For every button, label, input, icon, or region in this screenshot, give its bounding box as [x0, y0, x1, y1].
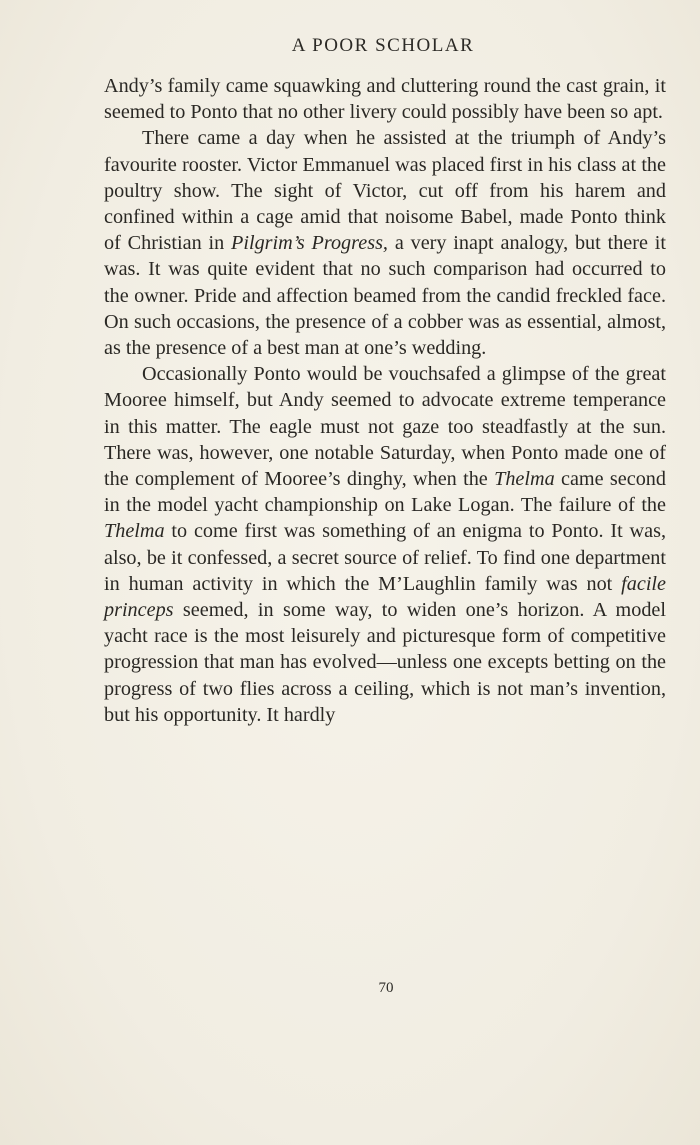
italic-thelma-2: Thelma [104, 520, 165, 543]
paragraph-2-text-1: There came a day when he assisted at the triumph of Andy’s favourite rooster. Victor Emmanuel was placed first in his class at the poultry show. The sight of Victor, cut off from his harem and confined within a cage amid that noisome Babel, made Ponto think of Christian in [104, 127, 666, 255]
body-text [104, 73, 666, 728]
running-head: A POOR SCHOLAR [291, 35, 475, 56]
paragraph-3-text-1: Occasionally Ponto would be vouchsafed a glimpse of the great Mooree himself, but Andy seemed to advocate extreme temperance in this matter. The eagle must not gaze too steadfastly at the sun. There was, however, one notable Saturday, when Ponto made one of the complement of Mooree’s dinghy, when the [104, 363, 666, 491]
paragraph-1-text: Andy’s family came squawking and cluttering round the cast grain, it seemed to Ponto that no other livery could possibly have been so apt. [104, 75, 666, 124]
paragraph-3-text-2: came second in the model yacht championship on Lake Logan. The failure of the [104, 468, 666, 517]
paragraph-3-text-3: to come first was something of an enigma to Ponto. It was, also, be it confessed, a secret source of relief. To find one department in human activity in which the M’Laughlin family was not [104, 520, 666, 595]
italic-thelma-1: Thelma [494, 468, 555, 491]
paragraph-rooster [104, 125, 666, 361]
paragraph-2-text-2: a very inapt analogy, but there it was. It was quite evident that no such comparison had occurred to the owner. Pride and affection beamed from the candid freckled face. On such occasions, the presence of a cobber was as essential, almost, as the presence of a best man at one’s wedding. [104, 232, 666, 360]
italic-facile-princeps: facile princeps [104, 572, 666, 622]
page-number: 70 [378, 980, 394, 996]
italic-pilgrims-progress: Pilgrim’s Progress, [231, 232, 388, 255]
paragraph-continued [104, 73, 666, 125]
paragraph-yacht [104, 361, 666, 728]
paragraph-3-text-4: seemed, in some way, to widen one’s horizon. A model yacht race is the most leisurely and picturesque form of competitive progression that man has evolved—unless one excepts betting on the progress of two flies across a ceiling, which is not man’s invention, but his opportunity. It hardly [104, 599, 666, 726]
